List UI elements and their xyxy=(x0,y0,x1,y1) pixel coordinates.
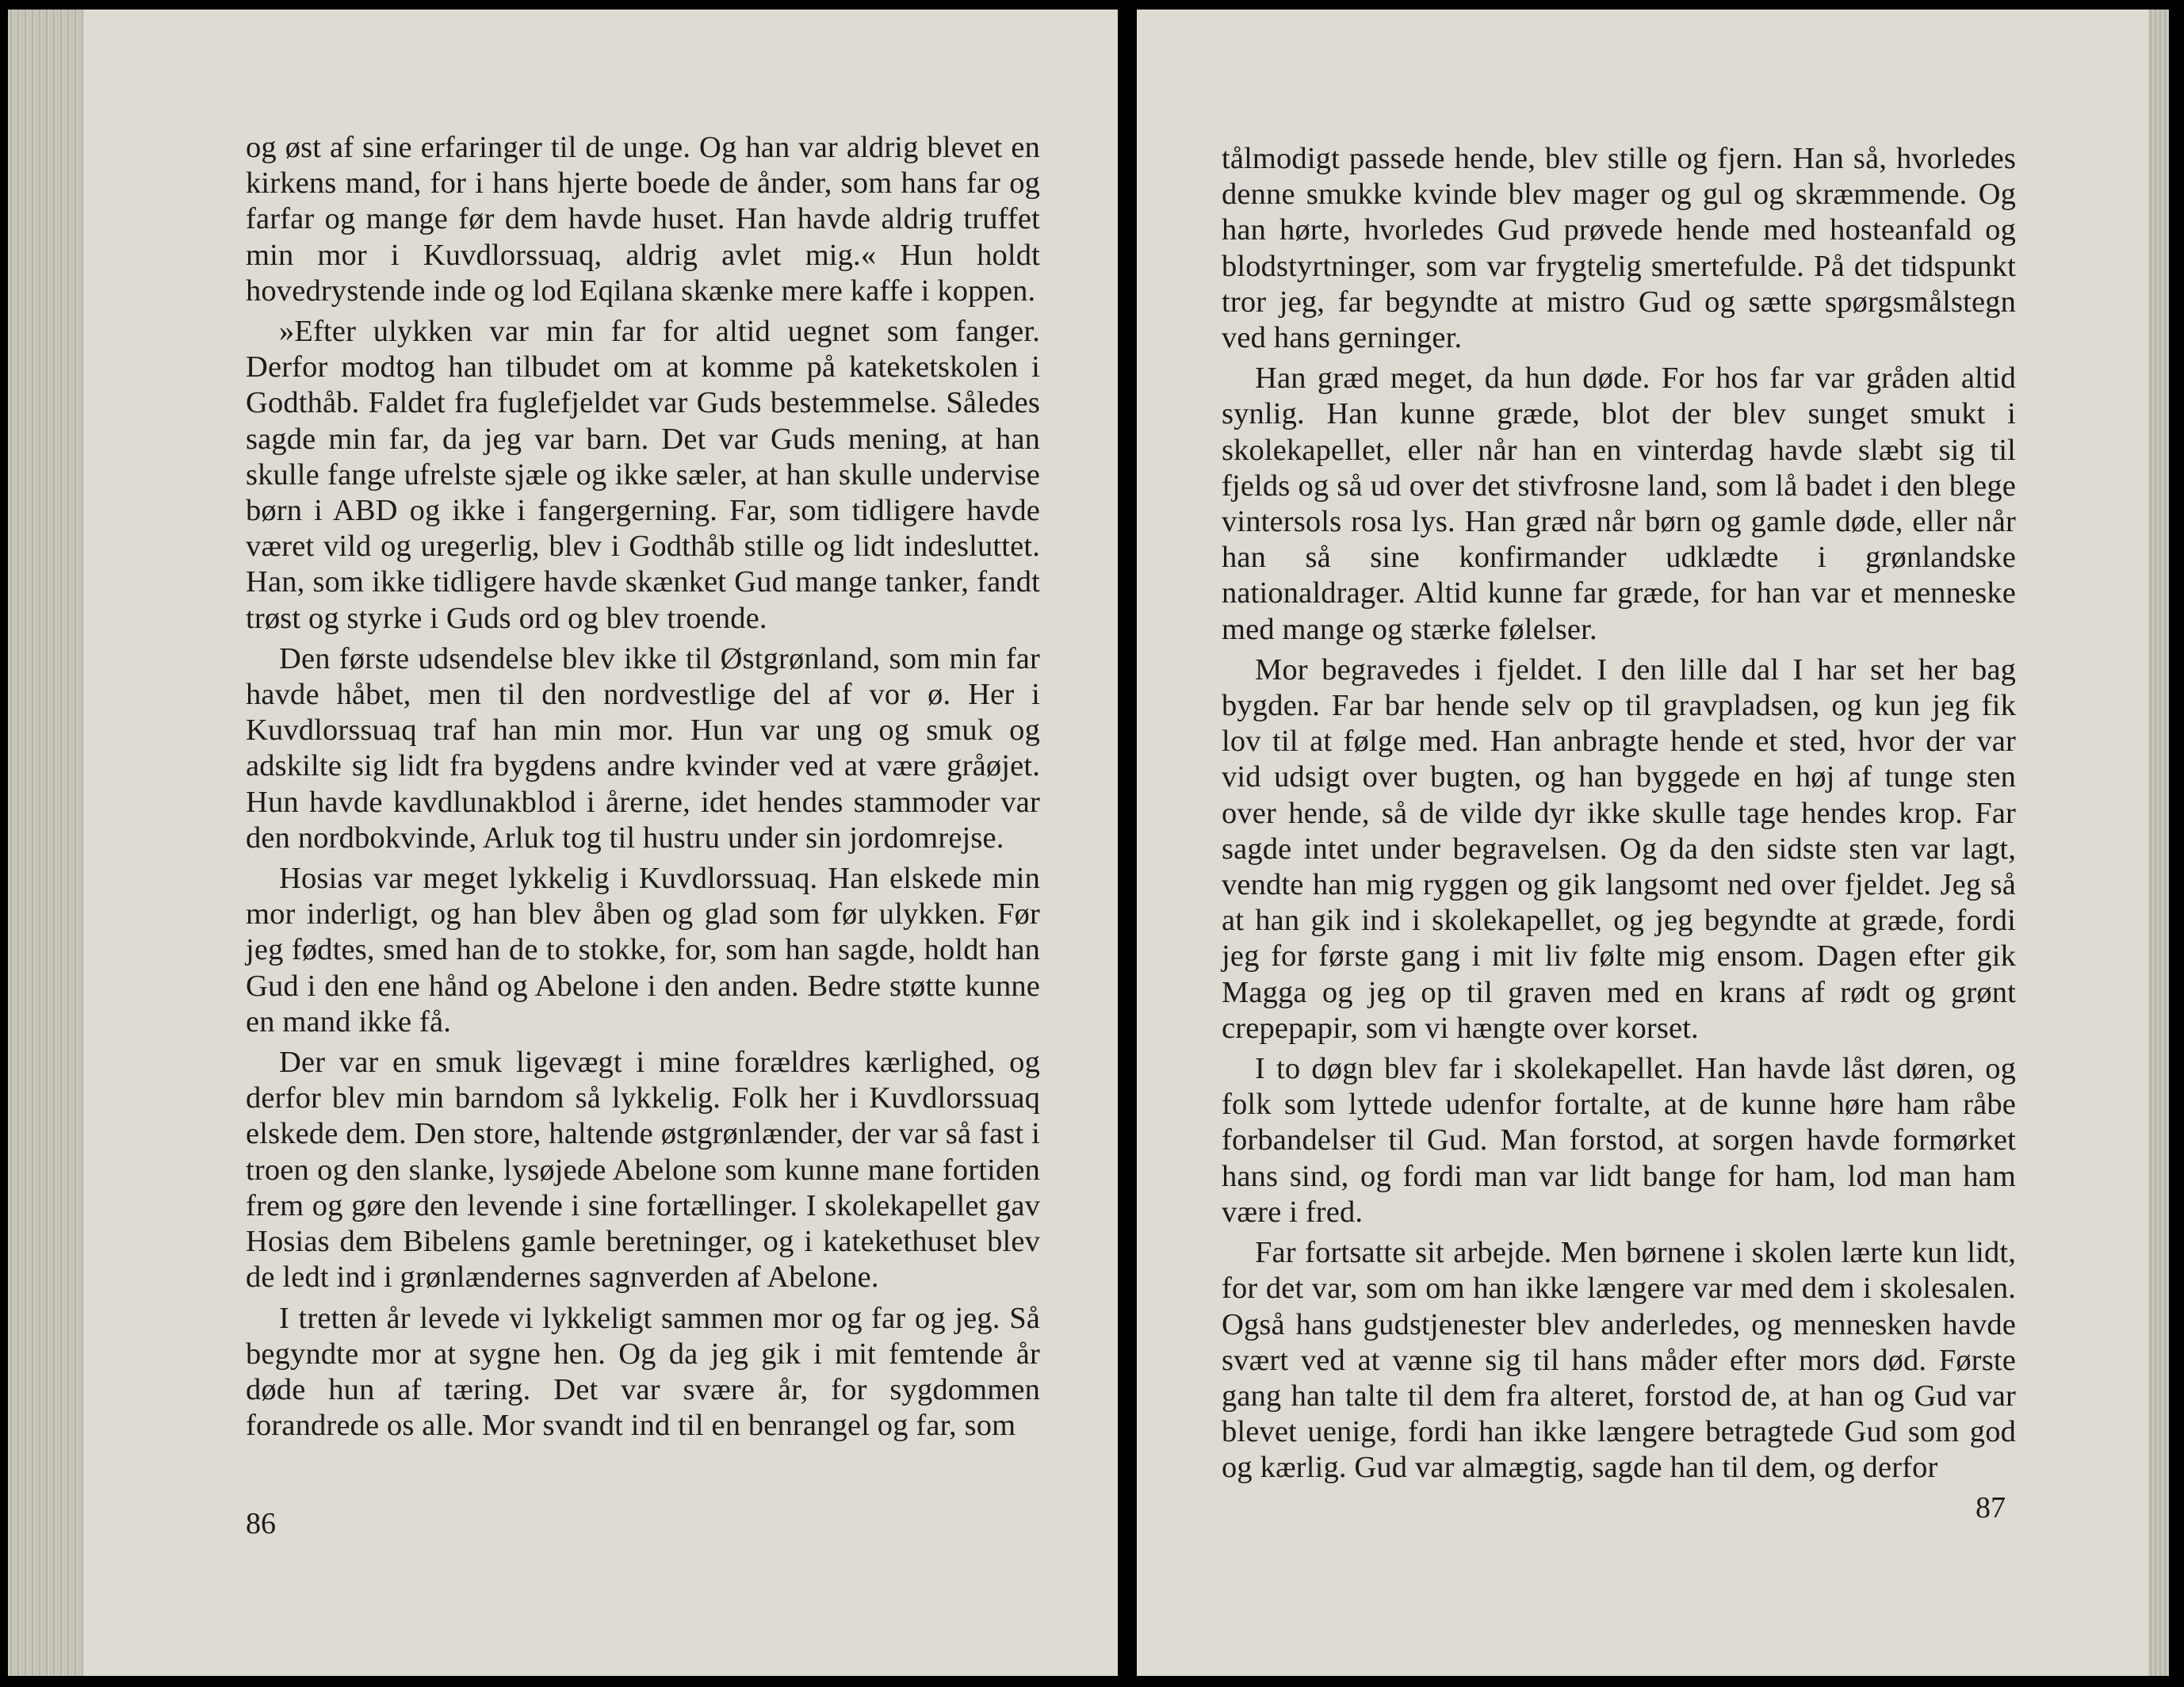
paragraph: Mor begravedes i fjeldet. I den lille dal I har set her bag bygden. Far bar hende selv op til gravpladsen, og kun jeg fik lov til at følge med. Han anbragte hende et sted, hvor der var vid udsigt over bugten, og han byggede en høj af tunge sten over hende, så de vilde dyr ikke skulle tage hendes krop. Far sagde intet under begravelsen. Og da den sidste sten var lagt, vendte han mig ryggen og gik langsomt ned over fjeldet. Jeg så at han gik ind i skolekapellet, og jeg begyndte at græde, fordi jeg for første gang i mit liv følte mig ensom. Dagen efter gik Magga og jeg op til graven med en krans af rødt og grønt crepepapir, som vi hængte over korset. xyxy=(1222,652,2016,1045)
left-page-fore-edge xyxy=(8,10,83,1676)
paragraph: Hosias var meget lykkelig i Kuvdlorssuaq. Han elskede min mor inderligt, og han blev åben og glad som før ulykken. Før jeg fødtes, smed han de to stokke, for, som han sagde, holdt han Gud i den ene hånd og Abelone i den anden. Bedre støtte kunne en mand ikke få. xyxy=(246,862,1040,1039)
paragraph: Far fortsatte sit arbejde. Men børnene i skolen lærte kun lidt, for det var, som om han ikke længere var med dem i skolesalen. Også hans gudstjenester blev anderledes, og mennesken havde svært ved at vænne sig til hans måder efter mors død. Første gang han talte til dem fra alteret, forstod de, at han og Gud var blevet uenige, fordi han ikke længere betragtede Gud som god og kærlig. Gud var almægtig, sagde han til dem, og derfor xyxy=(1222,1236,2016,1485)
left-page xyxy=(8,10,1118,1676)
paragraph: Han græd meget, da hun døde. For hos far var gråden altid synlig. Han kunne græde, blot der blev sunget smukt i skolekapellet, eller når han en vinterdag havde slæbt sig til fjelds og så ud over det stivfrosne land, som lå badet i den blege vintersols rosa lys. Han græd når børn og gamle døde, eller når han så sine konfirmander udklædte i grønlandske nationaldrager. Altid kunne far græde, for han var et menneske med mange og stærke følelser. xyxy=(1222,362,2016,646)
paragraph: tålmodigt passede hende, blev stille og fjern. Han så, hvorledes denne smukke kvinde blev mager og gul og skræmmende. Og han hørte, hvorledes Gud prøvede hende med hosteanfald og blodstyrtninger, som var frygtelig smertefulde. På det tidspunkt tror jeg, far begyndte at mistro Gud og sætte spørgsmålstegn ved hans gerninger. xyxy=(1222,142,2016,355)
right-page xyxy=(1137,10,2169,1676)
paragraph: »Efter ulykken var min far for altid uegnet som fanger. Derfor modtog han tilbudet om at komme på kateketskolen i Godthåb. Faldet fra fuglefjeldet var Guds bestemmelse. Således sagde min far, da jeg var barn. Det var Guds mening, at han skulle fange ufrelste sjæle og ikke sæler, at han skulle undervise børn i ABD og ikke i fangergerning. Far, som tidligere havde været vild og uregerlig, blev i Godthåb stille og lidt indesluttet. Han, som ikke tidligere havde skænket Gud mange tanker, fandt trøst og styrke i Guds ord og blev troende. xyxy=(246,315,1040,635)
page-number: 87 xyxy=(1976,1491,2006,1524)
paragraph: og øst af sine erfaringer til de unge. Og han var aldrig blevet en kirkens mand, for i hans hjerte boede de ånder, som hans far og farfar og mange før dem havde huset. Han havde aldrig truffet min mor i Kuvdlorssuaq, aldrig avlet mig.« Hun holdt hovedrystende inde og lod Eqilana skænke mere kaffe i koppen. xyxy=(246,131,1040,308)
page-number: 86 xyxy=(246,1507,276,1540)
right-page-fore-edge xyxy=(2148,10,2169,1676)
paragraph: Den første udsendelse blev ikke til Østgrønland, som min far havde håbet, men til den nordvestlige del af vor ø. Her i Kuvdlorssuaq traf han min mor. Hun var ung og smuk og adskilte sig lidt fra bygdens andre kvinder ved at være gråøjet. Hun havde kavdlunakblod i årerne, idet hendes stammoder var den nordbokvinde, Arluk tog til hustru under sin jordomrejse. xyxy=(246,641,1040,855)
paragraph: I to døgn blev far i skolekapellet. Han havde låst døren, og folk som lyttede udenfor fortalte, at de kunne høre ham råbe forbandelser til Gud. Man forstod, at sorgen havde formørket hans sind, og fordi man var lidt bange for ham, lod man ham være i fred. xyxy=(1222,1052,2016,1229)
right-page-body xyxy=(1222,141,2016,1486)
left-page-body xyxy=(246,130,1040,1444)
paragraph: Der var en smuk ligevægt i mine forældres kærlighed, og derfor blev min barndom så lykkelig. Folk her i Kuvdlorssuaq elskede dem. Den store, haltende østgrønlænder, der var så fast i troen og den slanke, lysøjede Abelone som kunne mane fortiden frem og gøre den levende i sine fortællinger. I skolekapellet gav Hosias dem Bibelens gamle beretninger, og i katekethuset blev de ledt ind i grønlændernes sagnverden af Abelone. xyxy=(246,1046,1040,1295)
paragraph: I tretten år levede vi lykkeligt sammen mor og far og jeg. Så begyndte mor at sygne hen. Og da jeg gik i mit femtende år døde hun af tæring. Det var svære år, for sygdommen forandrede os alle. Mor svandt ind til en benrangel og far, som xyxy=(246,1301,1040,1443)
